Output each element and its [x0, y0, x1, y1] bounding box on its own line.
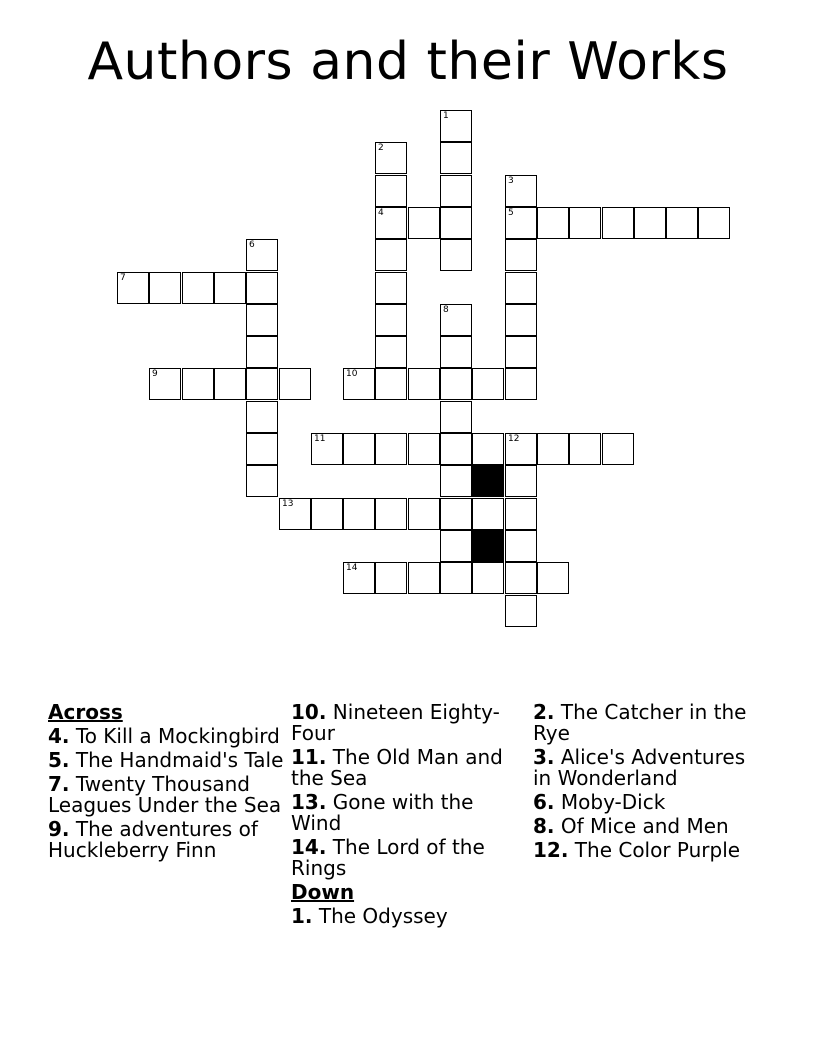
- clue-text: The Color Purple: [574, 838, 741, 862]
- clues-column-2: [291, 702, 527, 930]
- across-header: Across: [48, 700, 123, 724]
- crossword-cell[interactable]: [375, 142, 407, 174]
- crossword-cell[interactable]: [246, 239, 278, 271]
- crossword-cell[interactable]: [440, 336, 472, 368]
- crossword-cell[interactable]: [246, 465, 278, 497]
- crossword-cell[interactable]: [505, 498, 537, 530]
- clues-column-1: [48, 702, 284, 864]
- crossword-cell[interactable]: [505, 336, 537, 368]
- crossword-cell[interactable]: [440, 465, 472, 497]
- crossword-cell[interactable]: [149, 368, 181, 400]
- clue-down-2[interactable]: [533, 702, 769, 744]
- clue-text: Moby-Dick: [560, 790, 666, 814]
- crossword-cell[interactable]: [343, 498, 375, 530]
- clue-number: 4.: [48, 724, 70, 748]
- clue-text: Alice's Adventures in Wonderland: [533, 745, 746, 790]
- crossword-cell[interactable]: [440, 368, 472, 400]
- clue-number: 10.: [291, 700, 327, 724]
- cell-number: 8: [443, 305, 449, 315]
- clue-number: 7.: [48, 772, 70, 796]
- crossword-cell[interactable]: [505, 272, 537, 304]
- crossword-cell[interactable]: [408, 207, 440, 239]
- crossword-cell[interactable]: [698, 207, 730, 239]
- cell-number: 9: [152, 369, 158, 379]
- crossword-cell[interactable]: [375, 304, 407, 336]
- cell-number: 13: [282, 499, 294, 509]
- crossword-cell[interactable]: [505, 207, 537, 239]
- crossword-cell[interactable]: [537, 207, 569, 239]
- down-header: Down: [291, 880, 355, 904]
- crossword-cell[interactable]: [472, 368, 504, 400]
- clue-text: Nineteen Eighty-Four: [291, 700, 500, 745]
- cell-number: 3: [508, 176, 514, 186]
- cell-number: 10: [346, 369, 358, 379]
- puzzle-title: Authors and their Works: [87, 32, 729, 92]
- crossword-cell[interactable]: [182, 368, 214, 400]
- clue-across-4[interactable]: [48, 726, 284, 747]
- clue-text: The adventures of Huckleberry Finn: [48, 817, 258, 862]
- cell-number: 6: [249, 240, 255, 250]
- crossword-cell[interactable]: [311, 498, 343, 530]
- crossword-cell[interactable]: [182, 272, 214, 304]
- crossword-cell[interactable]: [440, 239, 472, 271]
- clue-number: 14.: [291, 835, 327, 859]
- clue-across-5[interactable]: [48, 750, 284, 771]
- crossword-cell[interactable]: [472, 562, 504, 594]
- crossword-cell[interactable]: [375, 433, 407, 465]
- crossword-cell[interactable]: [375, 498, 407, 530]
- black-cell: [472, 530, 504, 562]
- crossword-cell[interactable]: [279, 368, 311, 400]
- crossword-cell[interactable]: [440, 142, 472, 174]
- clue-text: The Lord of the Rings: [291, 835, 485, 880]
- cell-number: 4: [378, 208, 384, 218]
- clue-text: Twenty Thousand Leagues Under the Sea: [48, 772, 282, 817]
- crossword-cell[interactable]: [375, 336, 407, 368]
- clue-number: 13.: [291, 790, 327, 814]
- crossword-cell[interactable]: [375, 368, 407, 400]
- crossword-cell[interactable]: [440, 498, 472, 530]
- clue-down-12[interactable]: [533, 840, 769, 861]
- clue-number: 11.: [291, 745, 327, 769]
- cell-number: 5: [508, 208, 514, 218]
- clue-across-14[interactable]: [291, 837, 527, 879]
- crossword-cell[interactable]: [279, 498, 311, 530]
- crossword-cell[interactable]: [440, 207, 472, 239]
- crossword-cell[interactable]: [602, 207, 634, 239]
- crossword-cell[interactable]: [569, 433, 601, 465]
- clue-text: The Odyssey: [318, 904, 448, 928]
- crossword-cell[interactable]: [375, 272, 407, 304]
- crossword-cell[interactable]: [472, 498, 504, 530]
- clue-text: Of Mice and Men: [560, 814, 729, 838]
- crossword-cell[interactable]: [246, 304, 278, 336]
- crossword-cell[interactable]: [375, 175, 407, 207]
- crossword-cell[interactable]: [505, 530, 537, 562]
- crossword-cell[interactable]: [246, 433, 278, 465]
- crossword-cell[interactable]: [408, 498, 440, 530]
- clue-number: 3.: [533, 745, 555, 769]
- crossword-cell[interactable]: [440, 562, 472, 594]
- clue-number: 8.: [533, 814, 555, 838]
- cell-number: 12: [508, 434, 520, 444]
- crossword-cell[interactable]: [472, 433, 504, 465]
- crossword-cell[interactable]: [440, 530, 472, 562]
- clue-text: The Handmaid's Tale: [75, 748, 284, 772]
- crossword-cell[interactable]: [505, 433, 537, 465]
- black-cell: [472, 465, 504, 497]
- cell-number: 1: [443, 111, 449, 121]
- crossword-cell[interactable]: [666, 207, 698, 239]
- crossword-cell[interactable]: [505, 239, 537, 271]
- clue-down-6[interactable]: [533, 792, 769, 813]
- crossword-cell[interactable]: [311, 433, 343, 465]
- clue-across-11[interactable]: [291, 747, 527, 789]
- crossword-cell[interactable]: [375, 239, 407, 271]
- crossword-cell[interactable]: [246, 368, 278, 400]
- crossword-cell[interactable]: [440, 401, 472, 433]
- crossword-cell[interactable]: [117, 272, 149, 304]
- clue-across-13[interactable]: [291, 792, 527, 834]
- clue-text: Gone with the Wind: [291, 790, 474, 835]
- crossword-cell[interactable]: [537, 562, 569, 594]
- clue-number: 5.: [48, 748, 70, 772]
- clue-down-3[interactable]: [533, 747, 769, 789]
- cell-number: 2: [378, 143, 384, 153]
- crossword-cell[interactable]: [408, 562, 440, 594]
- crossword-cell[interactable]: [505, 465, 537, 497]
- crossword-cell[interactable]: [246, 401, 278, 433]
- crossword-cell[interactable]: [505, 175, 537, 207]
- cell-number: 11: [314, 434, 326, 444]
- crossword-cell[interactable]: [343, 368, 375, 400]
- crossword-cell[interactable]: [408, 433, 440, 465]
- clue-down-1[interactable]: [291, 906, 527, 927]
- clue-text: To Kill a Mockingbird: [75, 724, 280, 748]
- crossword-cell[interactable]: [246, 336, 278, 368]
- clue-down-8[interactable]: [533, 816, 769, 837]
- clue-number: 9.: [48, 817, 70, 841]
- clue-number: 12.: [533, 838, 569, 862]
- cell-number: 7: [120, 273, 126, 283]
- crossword-cell[interactable]: [375, 207, 407, 239]
- crossword-cell[interactable]: [537, 433, 569, 465]
- crossword-cell[interactable]: [343, 562, 375, 594]
- crossword-cell[interactable]: [505, 562, 537, 594]
- clue-text: The Old Man and the Sea: [291, 745, 503, 790]
- crossword-cell[interactable]: [149, 272, 181, 304]
- clues-column-3: [533, 702, 769, 864]
- clue-number: 2.: [533, 700, 555, 724]
- crossword-cell[interactable]: [343, 433, 375, 465]
- crossword-cell[interactable]: [569, 207, 601, 239]
- clue-across-7[interactable]: [48, 774, 284, 816]
- clue-number: 6.: [533, 790, 555, 814]
- crossword-cell[interactable]: [246, 272, 278, 304]
- crossword-cell[interactable]: [408, 368, 440, 400]
- crossword-cell[interactable]: [505, 368, 537, 400]
- crossword-cell[interactable]: [634, 207, 666, 239]
- crossword-cell[interactable]: [602, 433, 634, 465]
- clue-text: The Catcher in the Rye: [533, 700, 747, 745]
- crossword-cell[interactable]: [214, 368, 246, 400]
- clue-across-10[interactable]: [291, 702, 527, 744]
- crossword-cell[interactable]: [440, 304, 472, 336]
- cell-number: 14: [346, 563, 358, 573]
- crossword-cell[interactable]: [505, 595, 537, 627]
- clue-number: 1.: [291, 904, 313, 928]
- crossword-cell[interactable]: [375, 562, 407, 594]
- crossword-cell[interactable]: [440, 110, 472, 142]
- clue-across-9[interactable]: [48, 819, 284, 861]
- crossword-cell[interactable]: [214, 272, 246, 304]
- crossword-cell[interactable]: [505, 304, 537, 336]
- crossword-cell[interactable]: [440, 433, 472, 465]
- crossword-cell[interactable]: [440, 175, 472, 207]
